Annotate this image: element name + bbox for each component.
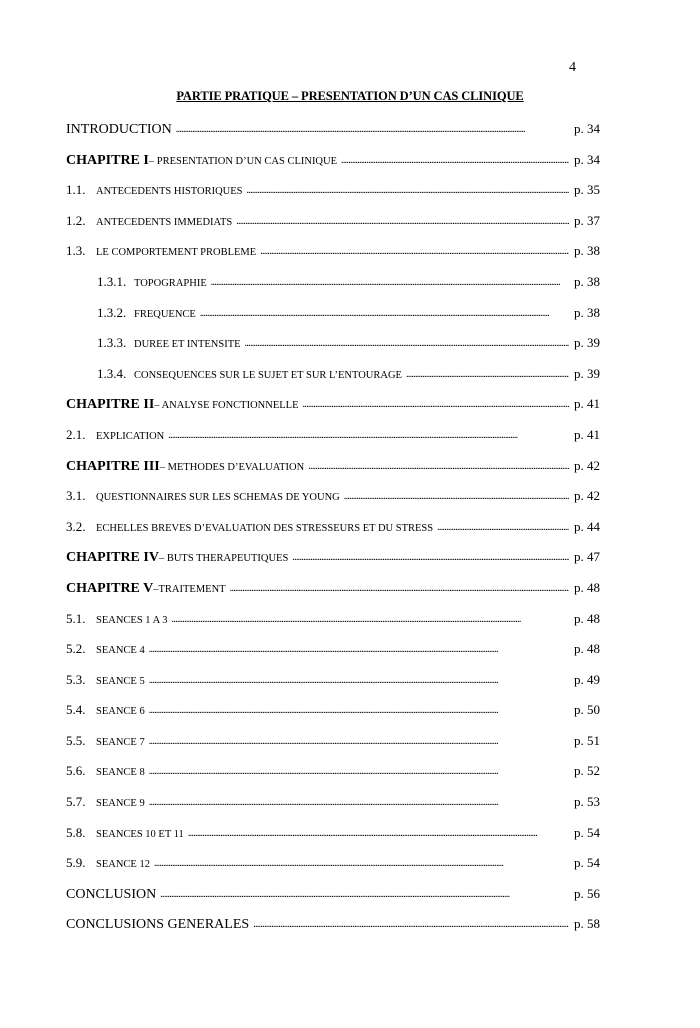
toc-entry-number: 1.3.3. [97, 335, 127, 351]
toc-entry-label: –TRAITEMENT [153, 583, 226, 595]
dot-leader [230, 584, 569, 594]
dot-leader [211, 278, 569, 288]
dot-leader [344, 492, 569, 502]
toc-entry-page: p. 50 [574, 702, 600, 718]
toc-entry-page: p. 44 [574, 518, 600, 534]
toc-entry-number: 5.5. [66, 732, 86, 748]
toc-entry-number: 5.8. [66, 824, 86, 840]
toc-entry[interactable] [66, 359, 600, 390]
dot-leader [437, 523, 569, 533]
toc-entry[interactable] [66, 604, 600, 635]
toc-entry-page: p. 41 [574, 426, 600, 442]
toc-entry-page: p. 35 [574, 182, 600, 198]
toc-entry-label: SEANCE 4 [96, 645, 145, 657]
toc-entry-page: p. 42 [574, 488, 600, 504]
dot-leader [188, 829, 569, 839]
dot-leader [149, 706, 569, 716]
toc-entry[interactable] [66, 756, 600, 787]
toc-entry[interactable] [66, 145, 600, 176]
toc-entry-label: SEANCES 10 ET 11 [96, 828, 184, 840]
toc-entry-page: p. 38 [574, 273, 600, 289]
toc-entry[interactable] [66, 420, 600, 451]
toc-entry-heading: CHAPITRE IV [66, 550, 159, 566]
toc-entry[interactable] [66, 573, 600, 604]
toc-entry-page: p. 37 [574, 212, 600, 228]
table-of-contents [66, 114, 600, 940]
toc-entry-number: 1.3.2. [97, 304, 127, 320]
toc-entry-number: 3.1. [66, 488, 86, 504]
toc-entry-number: 1.3.1. [97, 273, 127, 289]
toc-entry-label: SEANCE 6 [96, 706, 145, 718]
toc-entry-number: 5.1. [66, 610, 86, 626]
toc-entry[interactable] [66, 481, 600, 512]
toc-entry-number: 3.2. [66, 518, 86, 534]
toc-entry-page: p. 51 [574, 732, 600, 748]
toc-entry-label: – PRESENTATION D’UN CAS CLINIQUE [148, 155, 338, 167]
toc-entry[interactable] [66, 909, 600, 940]
toc-entry[interactable] [66, 451, 600, 482]
toc-entry-number: 1.1. [66, 182, 86, 198]
toc-entry-page: p. 48 [574, 610, 600, 626]
toc-entry-number: 1.3.4. [97, 365, 127, 381]
toc-entry-label: – METHODES D’EVALUATION [159, 461, 305, 473]
dot-leader [292, 553, 569, 563]
toc-entry-page: p. 58 [574, 916, 600, 932]
page-number: 4 [569, 60, 576, 75]
toc-entry[interactable] [66, 328, 600, 359]
toc-entry-heading: CHAPITRE V [66, 580, 154, 596]
toc-entry-page: p. 49 [574, 671, 600, 687]
toc-entry-number: 2.1. [66, 426, 86, 442]
toc-entry-label: DUREE ET INTENSITE [134, 339, 241, 351]
toc-entry-label: – ANALYSE FONCTIONNELLE [154, 400, 299, 412]
toc-entry[interactable] [66, 389, 600, 420]
dot-leader [303, 400, 570, 410]
toc-entry-number: 5.3. [66, 671, 86, 687]
dot-leader [168, 431, 569, 441]
toc-entry-page: p. 39 [574, 365, 600, 381]
toc-entry-number: 1.3. [66, 243, 86, 259]
toc-entry-page: p. 53 [574, 794, 600, 810]
toc-entry-page: p. 56 [574, 885, 600, 901]
dot-leader [236, 217, 569, 227]
toc-entry-page: p. 38 [574, 243, 600, 259]
dot-leader [308, 462, 569, 472]
toc-entry-number: 1.2. [66, 212, 86, 228]
dot-leader [154, 859, 569, 869]
toc-entry-heading: CONCLUSION [66, 886, 157, 902]
toc-entry[interactable] [66, 787, 600, 818]
toc-entry-heading: INTRODUCTION [66, 122, 172, 137]
page-title: PARTIE PRATIQUE – PRESENTATION D’UN CAS CLINIQUE [176, 89, 524, 103]
toc-entry-page: p. 39 [574, 335, 600, 351]
toc-entry-page: p. 34 [574, 121, 600, 136]
toc-entry-label: CONSEQUENCES SUR LE SUJET ET SUR L’ENTOURAGE [134, 369, 402, 381]
toc-entry[interactable] [66, 267, 600, 298]
toc-entry-number: 5.2. [66, 641, 86, 657]
toc-entry[interactable] [66, 879, 600, 910]
dot-leader [260, 247, 569, 257]
toc-entry-label: SEANCE 12 [96, 859, 150, 871]
dot-leader [149, 645, 569, 655]
toc-entry-heading: CHAPITRE I [66, 152, 149, 168]
dot-leader [149, 767, 569, 777]
toc-entry[interactable] [66, 206, 600, 237]
toc-entry-page: p. 54 [574, 855, 600, 871]
toc-entry-heading: CONCLUSIONS GENERALES [66, 917, 250, 933]
toc-entry[interactable] [66, 634, 600, 665]
toc-entry-label: – BUTS THERAPEUTIQUES [158, 553, 289, 565]
toc-entry-page: p. 41 [574, 396, 600, 412]
toc-entry-label: TOPOGRAPHIE [134, 277, 207, 289]
dot-leader [341, 156, 569, 166]
dot-leader [149, 737, 569, 747]
dot-leader [149, 798, 569, 808]
toc-entry-page: p. 38 [574, 304, 600, 320]
dot-leader [171, 615, 569, 625]
toc-entry[interactable] [66, 542, 600, 573]
toc-entry-page: p. 48 [574, 579, 600, 595]
toc-entry-label: EXPLICATION [96, 430, 165, 442]
dot-leader [253, 920, 569, 930]
dot-leader [406, 370, 569, 380]
dot-leader [245, 339, 569, 349]
toc-entry-page: p. 42 [574, 457, 600, 473]
toc-entry-label: LE COMPORTEMENT PROBLEME [96, 247, 257, 259]
toc-entry[interactable] [66, 848, 600, 879]
toc-entry[interactable] [66, 726, 600, 757]
toc-entry[interactable] [66, 236, 600, 267]
toc-entry-label: QUESTIONNAIRES SUR LES SCHEMAS DE YOUNG [96, 492, 340, 504]
toc-entry-label: ANTECEDENTS HISTORIQUES [96, 186, 243, 198]
toc-entry-number: 5.4. [66, 702, 86, 718]
toc-entry-page: p. 34 [574, 151, 600, 167]
dot-leader [176, 125, 569, 135]
toc-entry-page: p. 54 [574, 824, 600, 840]
toc-entry[interactable] [66, 175, 600, 206]
toc-entry[interactable] [66, 695, 600, 726]
toc-entry-label: SEANCE 5 [96, 675, 145, 687]
toc-entry[interactable] [66, 818, 600, 849]
toc-entry-label: SEANCE 7 [96, 736, 145, 748]
toc-entry-heading: CHAPITRE II [66, 397, 155, 413]
toc-entry-page: p. 52 [574, 763, 600, 779]
toc-entry[interactable] [66, 665, 600, 696]
toc-entry-label: FREQUENCE [134, 308, 196, 320]
toc-entry-label: SEANCES 1 A 3 [96, 614, 168, 626]
dot-leader [247, 186, 569, 196]
toc-entry[interactable] [66, 114, 600, 145]
toc-entry-number: 5.9. [66, 855, 86, 871]
toc-entry[interactable] [66, 298, 600, 329]
toc-entry-label: SEANCE 8 [96, 767, 145, 779]
dot-leader [160, 890, 569, 900]
toc-entry-heading: CHAPITRE III [66, 458, 160, 474]
toc-entry-label: SEANCE 9 [96, 798, 145, 810]
toc-entry-number: 5.7. [66, 794, 86, 810]
toc-entry-label: ECHELLES BREVES D’EVALUATION DES STRESSEURS ET DU STRESS [96, 522, 434, 534]
toc-entry-page: p. 47 [574, 549, 600, 565]
toc-entry-page: p. 48 [574, 641, 600, 657]
toc-entry-label: ANTECEDENTS IMMEDIATS [96, 216, 233, 228]
toc-entry-number: 5.6. [66, 763, 86, 779]
toc-entry[interactable] [66, 512, 600, 543]
dot-leader [200, 309, 569, 319]
dot-leader [149, 676, 569, 686]
